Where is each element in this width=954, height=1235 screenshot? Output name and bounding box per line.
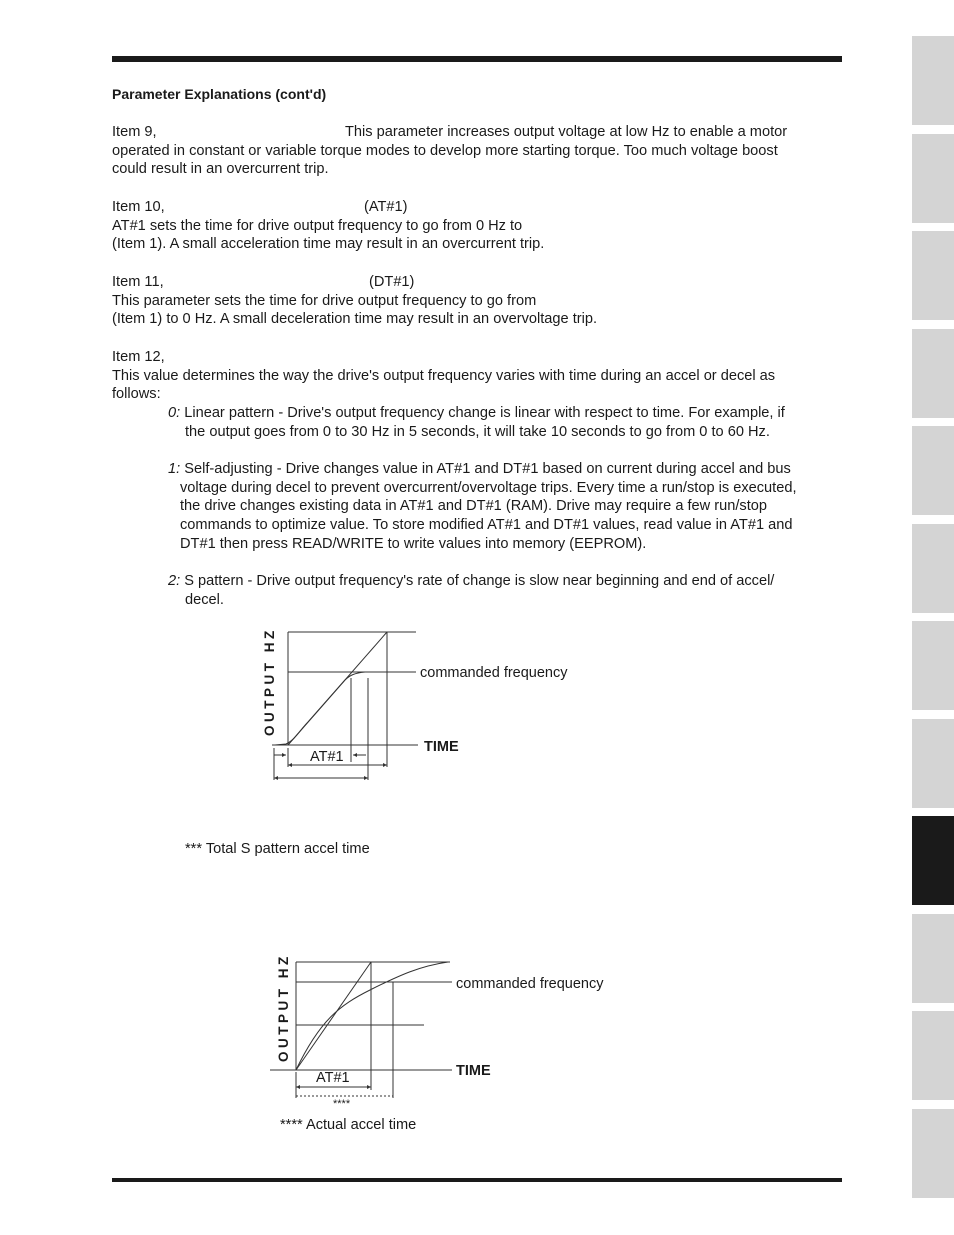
fig1-arrow <box>288 763 292 767</box>
fig1-arrow <box>383 763 387 767</box>
fig1-s-curve <box>275 672 372 745</box>
fig2-actual-curve <box>296 962 448 1070</box>
fig2-at-label: AT#1 <box>316 1070 350 1086</box>
fig1-arrow <box>353 753 357 757</box>
fig1-arrow <box>282 753 286 757</box>
chapter-tab-active[interactable] <box>912 816 954 905</box>
option-1-number: 1: <box>168 461 181 477</box>
fig1-note: *** Total S pattern accel time <box>185 841 370 857</box>
chapter-tab[interactable] <box>912 524 954 613</box>
option-1-line4: commands to optimize value. To store modified AT#1 and DT#1 values, read value in AT#1 and <box>180 517 793 534</box>
item12-line1: This value determines the way the drive's output frequency varies with time during an accel or decel as <box>112 367 776 384</box>
fig1-at-label: AT#1 <box>310 749 344 765</box>
fig2-arrow <box>296 1085 300 1089</box>
item10-lead: Item 10, <box>112 199 165 215</box>
chapter-tab[interactable] <box>912 719 954 808</box>
fig1-arrow <box>274 776 278 780</box>
fig2-stars: **** <box>333 1098 351 1110</box>
item11-code: (DT#1) <box>369 274 415 290</box>
fig1-freq-label: commanded frequency <box>420 665 568 681</box>
option-2 <box>168 572 774 609</box>
option-1 <box>168 460 797 554</box>
fig2-time-label: TIME <box>456 1063 491 1079</box>
chapter-tab[interactable] <box>912 231 954 320</box>
chapter-tab[interactable] <box>912 426 954 515</box>
item9-lead: Item 9, <box>112 124 157 140</box>
fig2-linear-ramp <box>296 962 371 1070</box>
fig2-note: **** Actual accel time <box>280 1117 417 1133</box>
option-2-number: 2: <box>168 573 181 589</box>
option-1-line5: DT#1 then press READ/WRITE to write values into memory (EEPROM). <box>180 535 647 552</box>
option-1-line1: Self-adjusting - Drive changes value in AT#1 and DT#1 based on current during accel and bus <box>180 461 791 477</box>
fig1-linear-ramp <box>288 632 387 745</box>
fig2-y-label: OUTPUT HZ <box>276 953 291 1062</box>
chapter-tab[interactable] <box>912 134 954 223</box>
option-2-line2: decel. <box>185 591 224 608</box>
option-1-line2: voltage during decel to prevent overcurrent/overvoltage trips. Every time a run/stop is executed, <box>180 479 797 496</box>
item11-line1: This parameter sets the time for drive output frequency to go from <box>112 292 537 309</box>
item10-paragraph <box>112 198 852 254</box>
item9-paragraph <box>112 123 852 179</box>
chapter-tab[interactable] <box>912 329 954 418</box>
option-0-number: 0: <box>168 405 181 421</box>
item9-line2: operated in constant or variable torque modes to develop more starting torque. Too much voltage boost <box>112 142 778 159</box>
item11-lead: Item 11, <box>112 274 164 290</box>
section-heading: Parameter Explanations (cont'd) <box>112 86 327 102</box>
bottom-rule <box>112 1178 842 1182</box>
item9-line3: could result in an overcurrent trip. <box>112 161 329 178</box>
chapter-tab[interactable] <box>912 36 954 125</box>
top-rule <box>112 56 842 62</box>
item11-paragraph <box>112 273 852 329</box>
item11-line2: (Item 1) to 0 Hz. A small deceleration time may result in an overvoltage trip. <box>112 311 598 328</box>
fig1-y-label: OUTPUT HZ <box>262 627 277 736</box>
chapter-tab[interactable] <box>912 621 954 710</box>
item10-line2: (Item 1). A small acceleration time may result in an overcurrent trip. <box>112 236 545 253</box>
item10-line1: AT#1 sets the time for drive output frequency to go from 0 Hz to <box>112 217 523 234</box>
item12-lead: Item 12, <box>112 349 165 365</box>
fig1-arrow <box>364 776 368 780</box>
item9-line1: This parameter increases output voltage at low Hz to enable a motor <box>345 124 788 140</box>
option-0-line1: Linear pattern - Drive's output frequency change is linear with respect to time. For example, if <box>180 405 785 421</box>
chapter-tab[interactable] <box>912 1109 954 1198</box>
item12-paragraph <box>112 348 852 404</box>
option-2-line1: S pattern - Drive output frequency's rate of change is slow near beginning and end of accel/ <box>180 573 775 589</box>
item12-line2: follows: <box>112 386 161 403</box>
chapter-tab[interactable] <box>912 914 954 1003</box>
option-1-line3: the drive changes existing data in AT#1 and DT#1 (RAM). Drive may require a few run/stop <box>180 498 767 515</box>
option-0-line2: the output goes from 0 to 30 Hz in 5 seconds, it will take 10 seconds to go from 0 to 60 Hz. <box>185 423 770 440</box>
option-0 <box>168 404 785 441</box>
chapter-tab[interactable] <box>912 1011 954 1100</box>
fig1-time-label: TIME <box>424 739 459 755</box>
fig2-freq-label: commanded frequency <box>456 976 604 992</box>
item10-code: (AT#1) <box>364 199 408 215</box>
fig2-arrow <box>367 1085 371 1089</box>
